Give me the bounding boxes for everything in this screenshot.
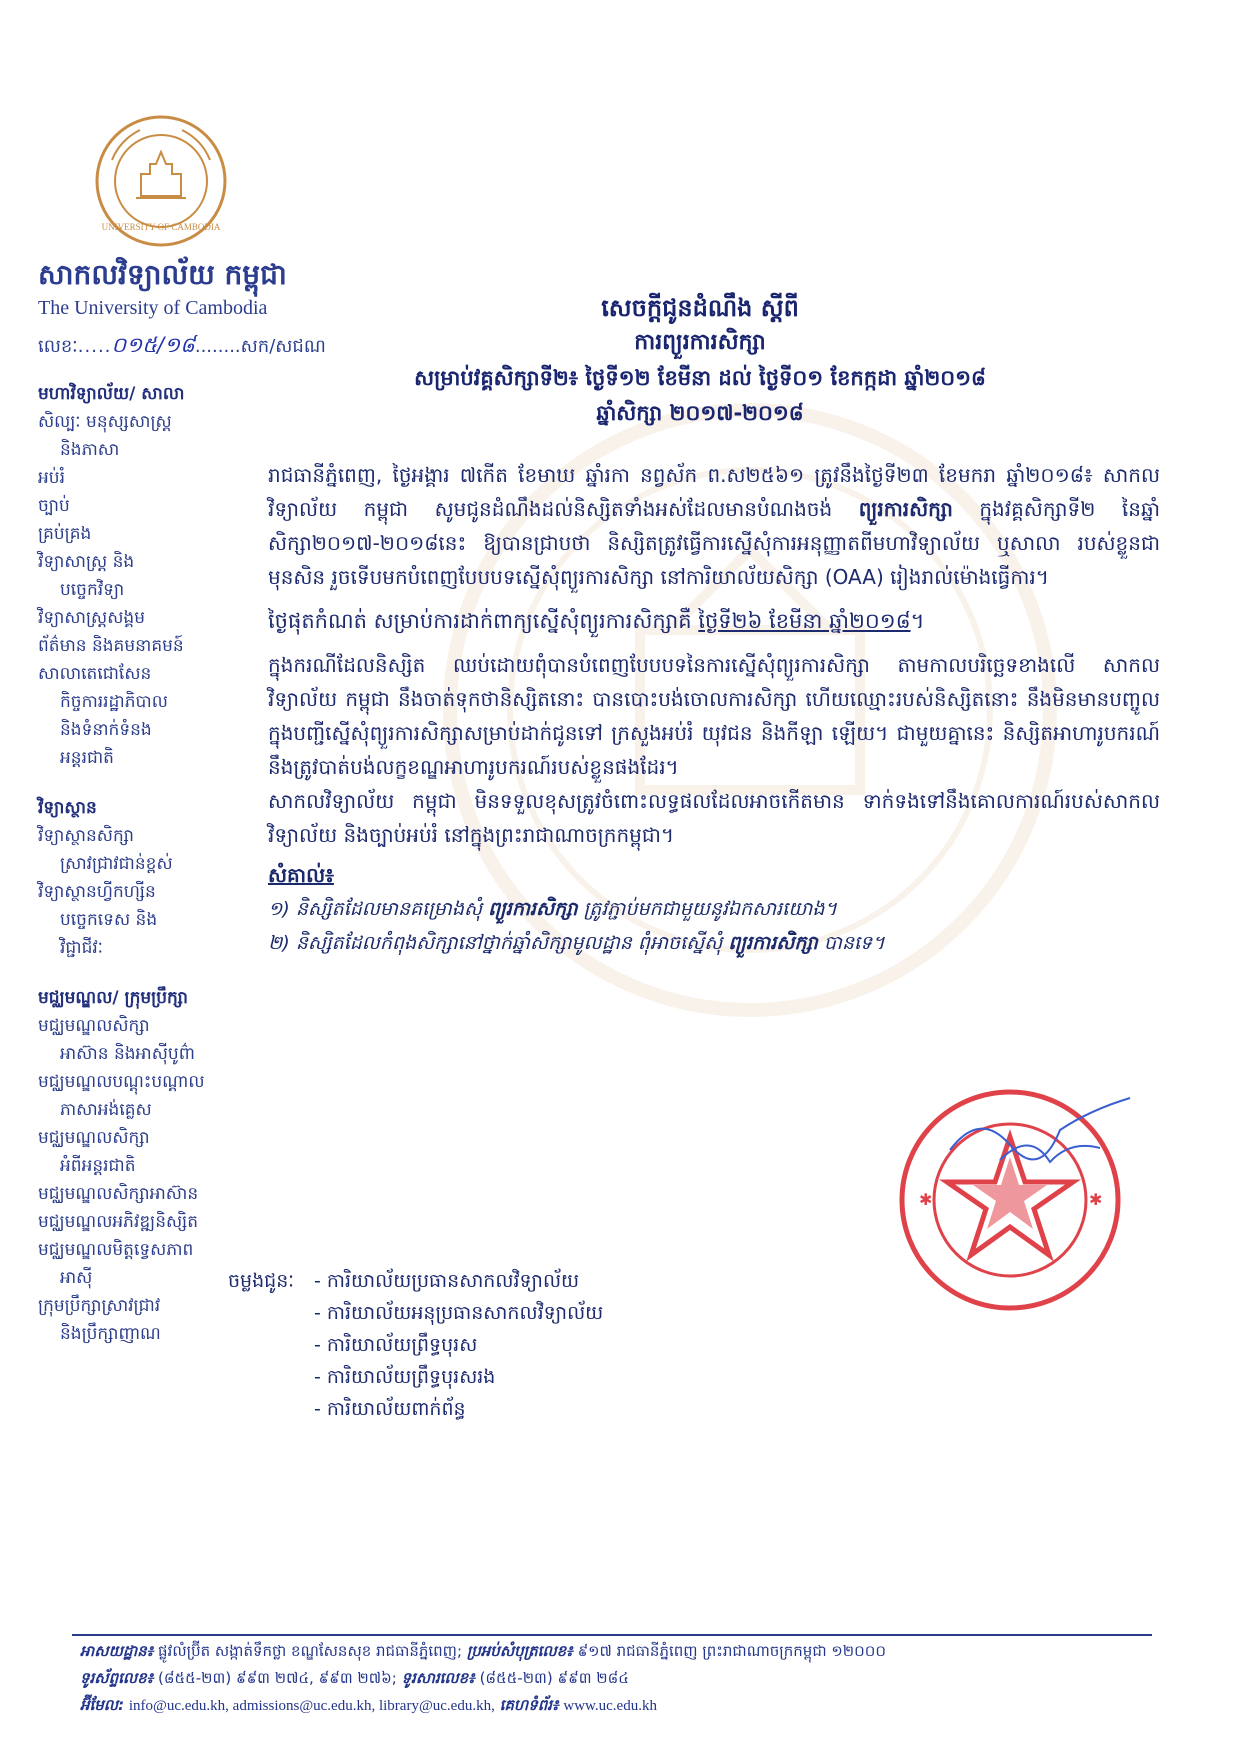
footer-address-line — [80, 1638, 1160, 1665]
cc-item: - ការិយាល័យប្រធានសាកលវិទ្យាល័យ — [314, 1270, 580, 1292]
notice-body — [268, 458, 1160, 960]
deadline-date: ថ្ងៃទី២៦ ខែមីនា ឆ្នាំ២០១៨ — [698, 609, 911, 633]
sidebar-item: កិច្ចការរដ្ឋាភិបាល — [60, 692, 168, 712]
sidebar-item: បច្ចេកវិទ្យា — [60, 580, 125, 600]
note-2: ២) និស្សិតដែលកំពុងសិក្សានៅថ្នាក់ឆ្នាំសិក្សាមូលដ្ឋាន ពុំអាចស្នើសុំ ព្យួរការសិក្សា បានទេ។ — [268, 932, 885, 954]
footer-phone-line — [80, 1665, 1160, 1692]
cc-item: - ការិយាល័យពាក់ព័ន្ធ — [314, 1398, 466, 1420]
fax-value: (៨៥៥-២៣) ៩៩៣ ២៨៤ — [479, 1669, 629, 1687]
sidebar-item: ក្រុមប្រឹក្សាស្រាវជ្រាវ — [38, 1296, 161, 1316]
sidebar-item: ព័ត៌មាន និងគមនាគមន៍ — [38, 636, 184, 656]
note-1: ១) និស្សិតដែលមានគម្រោងសុំ ព្យួរការសិក្សា ត្រូវភ្ជាប់មកជាមួយនូវឯកសារយោង។ — [268, 898, 837, 920]
footer-divider — [72, 1634, 1152, 1636]
sidebar-item: វិទ្យាសាស្ត្រ និង — [38, 552, 135, 572]
sidebar-item: វិទ្យាស្ថានហ្វីកហ្សីន — [38, 882, 156, 902]
reference-label: លេខៈ — [38, 336, 78, 357]
svg-text:✱: ✱ — [919, 1190, 933, 1209]
sidebar-item: ភាសាអង់គ្លេស — [60, 1100, 152, 1120]
title-line-3: សម្រាប់វគ្គសិក្សាទី២៖ ថ្ងៃទី១២ ខែមីនា ដល់ ថ្ងៃទី០១ ខែកក្កដា ឆ្នាំ២០១៨ — [414, 366, 986, 390]
paragraph-deadline: ថ្ងៃផុតកំណត់ សម្រាប់ការដាក់ពាក្យស្នើសុំព្យួរការសិក្សាគឺ ថ្ងៃទី២៦ ខែមីនា ឆ្នាំ២០១៨។ — [268, 609, 925, 633]
reference-line: លេខៈ.....០១៥/១៨........សក/សជណ — [38, 333, 326, 357]
sidebar-item: អាស៊ាន និងអាស៊ីបូព៌ា — [60, 1044, 195, 1064]
cc-label: ចម្លងជូនៈ — [228, 1270, 295, 1292]
sidebar-item: សាលាតេជោសែន — [38, 664, 152, 684]
cc-item: - ការិយាល័យអនុប្រធានសាកលវិទ្យាល័យ — [314, 1302, 604, 1324]
sidebar-item: អប់រំ — [38, 468, 65, 488]
title-line-2: ការព្យួរការសិក្សា — [634, 330, 766, 355]
sidebar-item: មជ្ឈមណ្ឌលសិក្សាអាស៊ាន — [38, 1184, 199, 1204]
sidebar — [38, 380, 248, 1348]
footer — [80, 1638, 1160, 1720]
sidebar-item: អំពីអន្តរជាតិ — [60, 1156, 136, 1176]
reference-suffix: សក/សជណ — [240, 336, 326, 357]
cc-row-0 — [228, 1265, 748, 1297]
sidebar-item: វិទ្យាសាស្ត្រសង្គម — [38, 608, 145, 628]
sidebar-item: សិល្បៈ មនុស្សសាស្ត្រ — [38, 412, 172, 432]
address-label: អាសយដ្ឋាន៖ — [80, 1642, 154, 1660]
sidebar-item: វិទ្យាស្ថានសិក្សា — [38, 826, 134, 846]
suspend-study-emphasis: ព្យួរការសិក្សា — [858, 497, 953, 521]
paragraph-disclaimer: សាកលវិទ្យាល័យ កម្ពុជា មិនទទួលខុសត្រូវចំពោះលទ្ធផលដែលអាចកើតមាន ទាក់ទងទៅនឹងគោលការណ៍របស់សាកលវិទ្យាល័យ និងច្បាប់អប់រំ នៅក្នុងព្រះរាជាណាចក្រកម្ពុជា។ — [268, 789, 1160, 847]
sidebar-item: មជ្ឈមណ្ឌលមិត្តទ្វេសភាព — [38, 1240, 194, 1260]
website-label: គេហទំព័រ៖ — [499, 1696, 559, 1714]
svg-text:✱: ✱ — [1089, 1190, 1103, 1209]
sidebar-item: មជ្ឈមណ្ឌលសិក្សា — [38, 1016, 150, 1036]
sidebar-item: បច្ចេកទេស និង — [60, 910, 158, 930]
notice-title — [300, 290, 1100, 430]
paragraph-consequence: ក្នុងករណីដែលនិស្សិត ឈប់ដោយពុំបានបំពេញបែបបទនៃការស្នើសុំព្យួរការសិក្សា តាមកាលបរិច្ឆេទខាងលើ សាកលវិទ្យាល័យ កម្ពុជា នឹងចាត់ទុកថានិស្សិតនោះ បានបោះបង់ចោលការសិក្សា ហើយឈ្មោះរបស់និស្សិតនោះ នឹងមិនមានបញ្ចូលក្នុងបញ្ជីស្នើសុំព្យួរការសិក្សាសម្រាប់ដាក់ជូនទៅ ក្រសួងអប់រំ យុវជន និងកីឡា ឡើយ។ ជាមួយគ្នានេះ និស្សិតអាហារូបករណ៍ នឹងត្រូវបាត់បង់លក្ខខណ្ឌអាហារូបករណ៍របស់ខ្លួនផងដែរ។ — [268, 653, 1160, 779]
title-line-4: ឆ្នាំសិក្សា ២០១៧-២០១៨ — [596, 401, 804, 425]
sidebar-item: ស្រាវជ្រាវជាន់ខ្ពស់ — [60, 854, 173, 874]
signature — [940, 1090, 1140, 1180]
pobox-label: ប្រអប់សំបុត្រលេខ៖ — [466, 1642, 573, 1660]
sidebar-item: គ្រប់គ្រង — [38, 524, 92, 544]
sidebar-section-heading: មហាវិទ្យាល័យ/ សាលា — [38, 384, 185, 404]
address-value: ផ្លូវលំប្រ៊ីត សង្កាត់ទឹកថ្លា ខណ្ឌសែនសុខ រាជធានីភ្នំពេញ; — [158, 1642, 463, 1660]
fax-label: ទូរសារលេខ៖ — [401, 1669, 475, 1687]
sidebar-item: វិជ្ជាជីវៈ — [60, 938, 103, 958]
title-line-1: សេចក្តីជូនដំណឹង ស្តីពី — [601, 294, 799, 322]
university-name-en: The University of Cambodia — [38, 297, 268, 319]
cc-list — [228, 1265, 748, 1425]
reference-number: ០១៥/១៨ — [111, 333, 195, 357]
sidebar-item: អាស៊ី — [60, 1268, 93, 1288]
email-label: អ៊ីមែល: — [80, 1696, 125, 1714]
paragraph-intro: រាជធានីភ្នំពេញ, ថ្ងៃអង្គារ ៧កើត ខែមាឃ ឆ្នាំរកា នព្វស័ក ព.ស២៥៦១ ត្រូវនឹងថ្ងៃទី២៣ ខែមករា ឆ្នាំ២០១៨៖ សាកលវិទ្យាល័យ កម្ពុជា សូមជូនដំណឹងដល់និស្សិតទាំងអស់ដែលមានបំណងចង់ ព្យួរការសិក្សា ក្នុងវគ្គសិក្សាទី២ នៃឆ្នាំសិក្សា២០១៧-២០១៨នេះ ឱ្យបានជ្រាបថា និស្សិតត្រូវធ្វើការស្នើសុំការអនុញ្ញាតពីមហាវិទ្យាល័យ ឬសាលា របស់ខ្លួនជាមុនសិន រួចទើបមកបំពេញបែបបទស្នើសុំព្យួរការសិក្សា នៅការិយាល័យសិក្សា (OAA) រៀងរាល់ម៉ោងធ្វើការ។ — [268, 463, 1160, 589]
footer-email-line — [80, 1692, 1160, 1720]
pobox-value: ៩១៧ រាជធានីភ្នំពេញ ព្រះរាជាណាចក្រកម្ពុជា ១២០០០ — [577, 1642, 886, 1660]
sidebar-section-heading: មជ្ឈមណ្ឌល/ ក្រុមប្រឹក្សា — [38, 988, 189, 1008]
sidebar-section-heading: វិទ្យាស្ថាន — [38, 798, 97, 818]
website-link[interactable]: www.uc.edu.kh — [563, 1698, 657, 1714]
logo-text-bottom: UNIVERSITY OF CAMBODIA — [101, 222, 221, 232]
sidebar-item: មជ្ឈមណ្ឌលបណ្តុះបណ្តាល — [38, 1072, 205, 1092]
sidebar-item: និងទំនាក់ទំនង — [60, 720, 152, 740]
sidebar-item: ច្បាប់ — [38, 496, 70, 516]
sidebar-item: អន្តរជាតិ — [60, 748, 114, 768]
notes-heading: សំគាល់៖ — [268, 863, 334, 887]
phone-label: ទូរស័ព្ទលេខ៖ — [80, 1669, 154, 1687]
email-value[interactable]: info@uc.edu.kh, admissions@uc.edu.kh, library@uc.edu.kh, — [128, 1698, 495, 1714]
cc-item: - ការិយាល័យព្រឹទ្ធបុរស — [314, 1334, 478, 1356]
phone-value: (៨៥៥-២៣) ៩៩៣ ២៧៤, ៩៩៣ ២៧៦; — [158, 1669, 397, 1687]
university-logo — [92, 112, 230, 250]
sidebar-item: មជ្ឈមណ្ឌលអភិវឌ្ឍនិស្សិត — [38, 1212, 199, 1232]
sidebar-item: និងភាសា — [60, 440, 120, 460]
university-name-km: សាកលវិទ្យាល័យ កម្ពុជា — [38, 258, 287, 291]
sidebar-item: និងប្រឹក្សាញាណ — [60, 1324, 161, 1344]
sidebar-item: មជ្ឈមណ្ឌលសិក្សា — [38, 1128, 150, 1148]
cc-item: - ការិយាល័យព្រឹទ្ធបុរសរង — [314, 1366, 496, 1388]
